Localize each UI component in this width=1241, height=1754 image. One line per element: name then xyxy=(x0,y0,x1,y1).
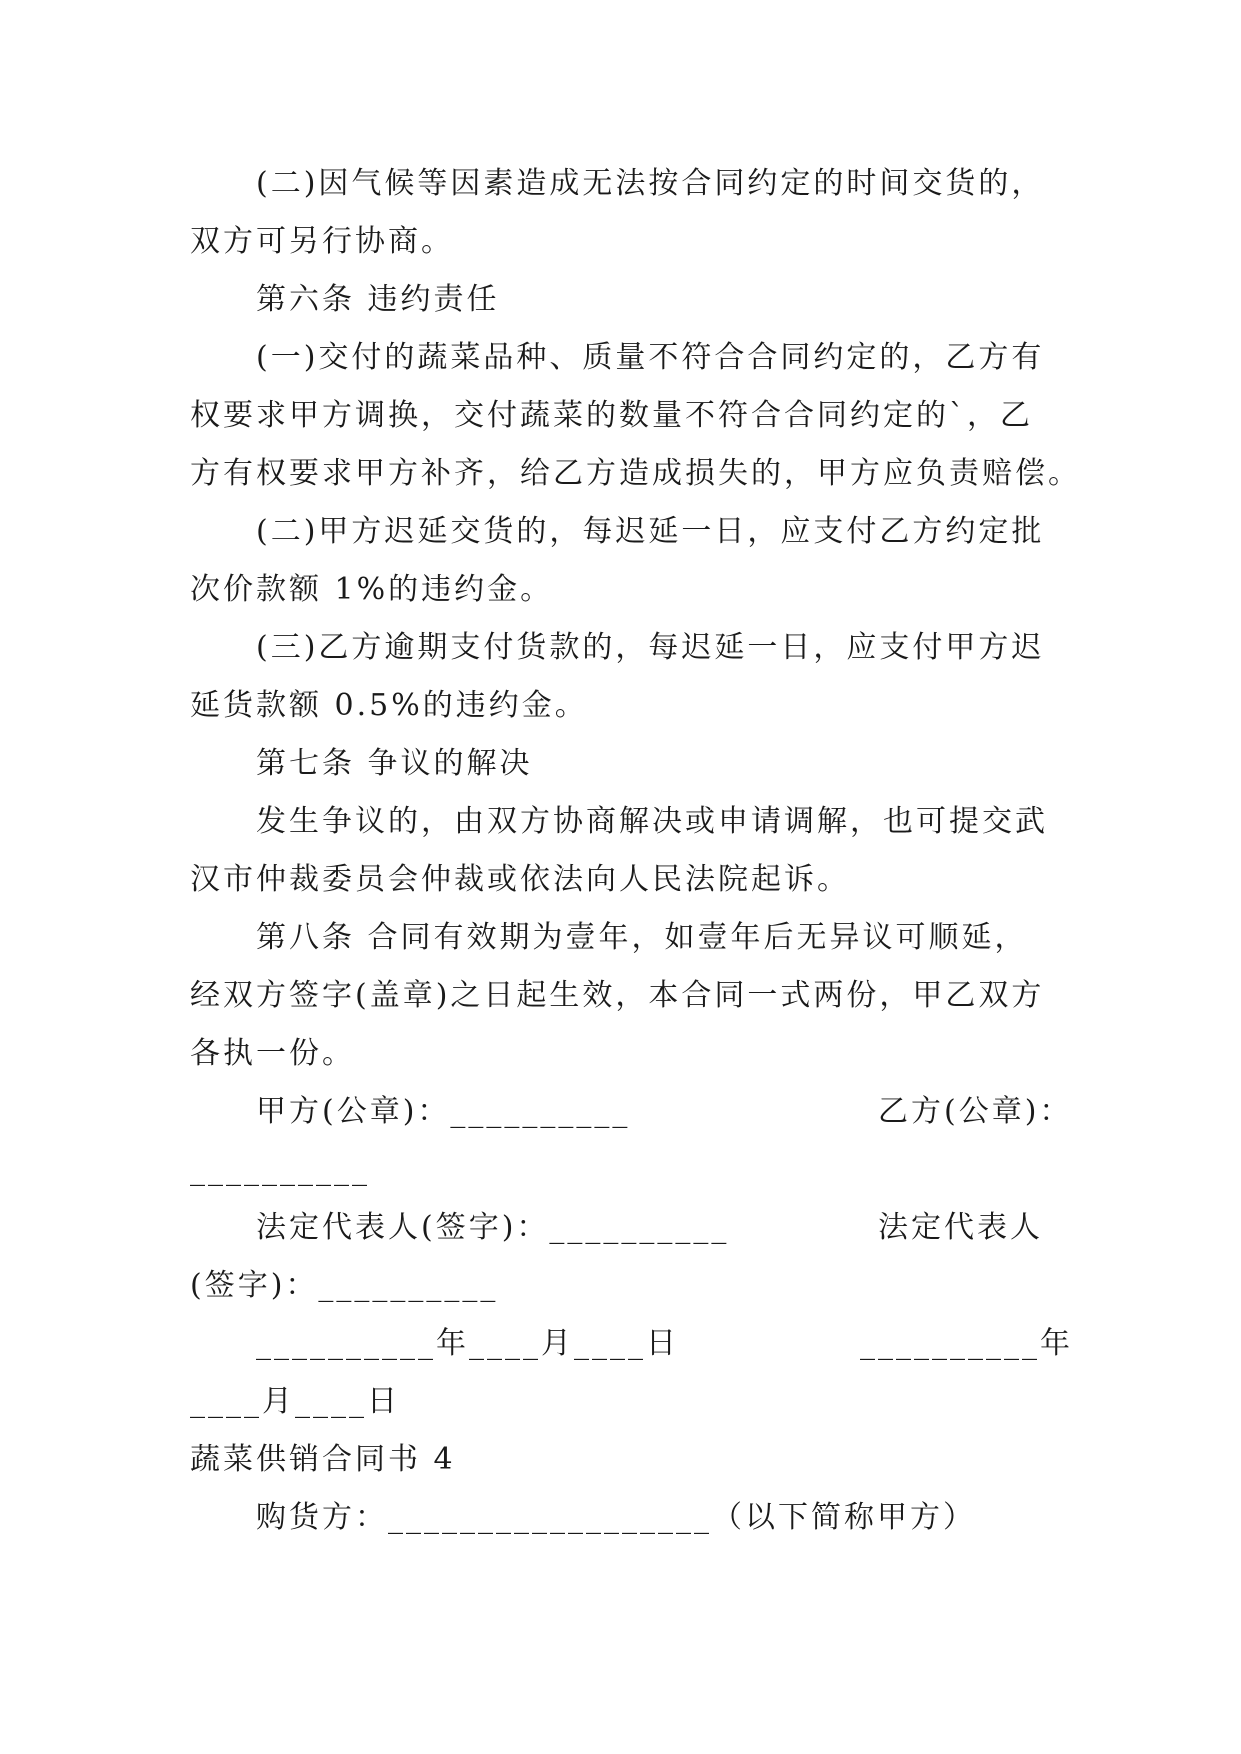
party-b-seal: 乙方(公章)： xyxy=(878,1094,1073,1129)
paragraph-line: 各执一份。 xyxy=(190,1036,355,1071)
party-b-seal-blank: __________ xyxy=(190,1152,370,1187)
buyer-line: 购货方：__________________（以下简称甲方） xyxy=(256,1500,976,1535)
paragraph-line: 经双方签字(盖章)之日起生效，本合同一式两份，甲乙双方 xyxy=(190,978,1045,1013)
paragraph-line: 汉市仲裁委员会仲裁或依法向人民法院起诉。 xyxy=(190,862,850,897)
date-b: __________年 xyxy=(860,1326,1073,1361)
date-a: __________年____月____日 xyxy=(256,1326,679,1361)
party-a-seal: 甲方(公章)：__________ xyxy=(256,1094,631,1129)
paragraph-line: (二)甲方迟延交货的，每迟延一日，应支付乙方约定批 xyxy=(256,514,1045,549)
section-heading: 第六条 违约责任 xyxy=(256,282,500,317)
representative-b: 法定代表人 xyxy=(878,1210,1043,1245)
paragraph-line: (二)因气候等因素造成无法按合同约定的时间交货的， xyxy=(256,166,1045,201)
paragraph-line: 双方可另行协商。 xyxy=(190,224,454,259)
paragraph-line: 权要求甲方调换，交付蔬菜的数量不符合合同约定的`，乙 xyxy=(190,398,1033,433)
paragraph-line: 延货款额 0.5%的违约金。 xyxy=(190,688,588,723)
contract-title: 蔬菜供销合同书 4 xyxy=(190,1442,456,1477)
paragraph-line: 方有权要求甲方补齐，给乙方造成损失的，甲方应负责赔偿。 xyxy=(190,456,1081,491)
paragraph-line: 发生争议的，由双方协商解决或申请调解，也可提交武 xyxy=(256,804,1048,839)
section-heading: 第八条 合同有效期为壹年，如壹年后无异议可顺延， xyxy=(256,920,1028,955)
date-b-continued: ____月____日 xyxy=(190,1384,400,1419)
paragraph-line: 次价款额 1%的违约金。 xyxy=(190,572,554,607)
representative-b-signature: (签字)：__________ xyxy=(190,1268,499,1303)
paragraph-line: (三)乙方逾期支付货款的，每迟延一日，应支付甲方迟 xyxy=(256,630,1045,665)
paragraph-line: (一)交付的蔬菜品种、质量不符合合同约定的，乙方有 xyxy=(256,340,1045,375)
section-heading: 第七条 争议的解决 xyxy=(256,746,533,781)
representative-a: 法定代表人(签字)：__________ xyxy=(256,1210,730,1245)
